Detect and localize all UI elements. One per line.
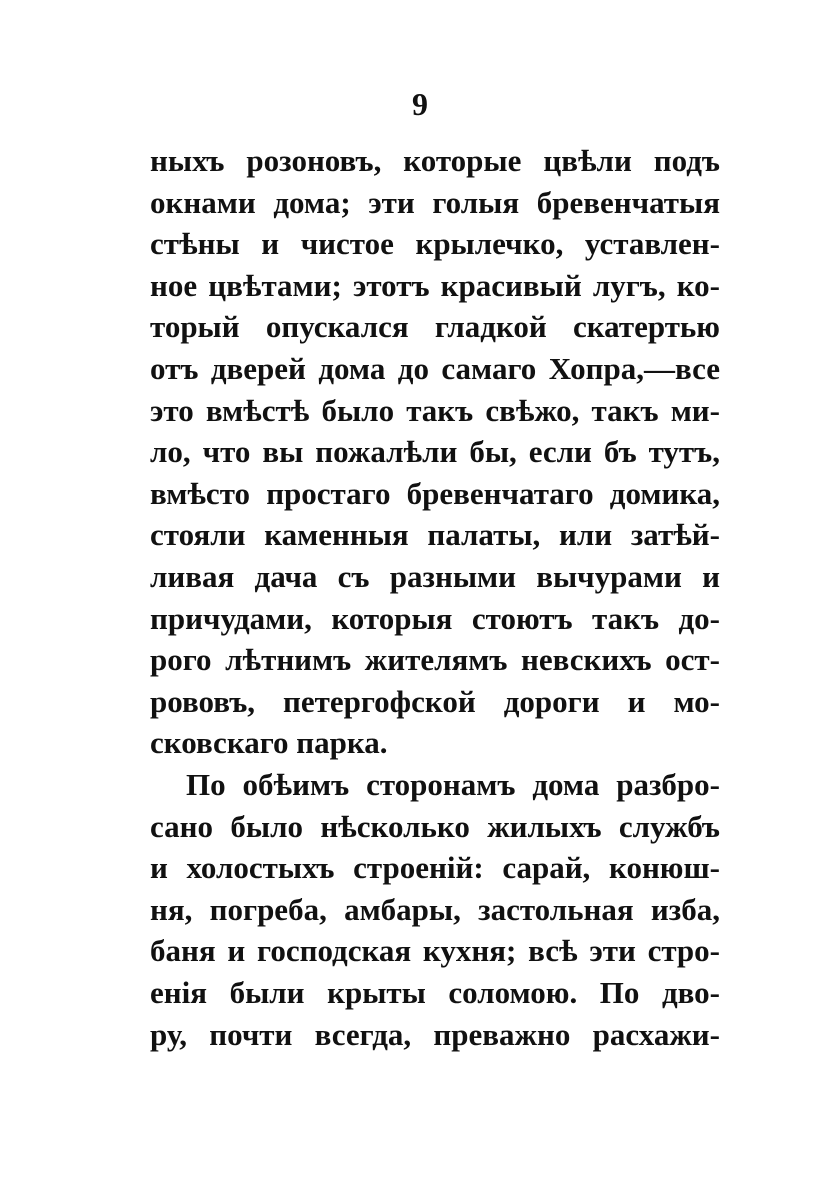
text-line: рого лѣтнимъ жителямъ невскихъ ост- [150, 642, 720, 678]
text-line: вмѣсто простаго бревенчатаго домика, [150, 475, 720, 511]
text-line: ное цвѣтами; этотъ красивый лугъ, ко- [150, 267, 720, 303]
text-line: это вмѣстѣ было такъ свѣжо, такъ ми- [150, 392, 720, 428]
text-line: ло, что вы пожалѣли бы, если бъ тутъ, [150, 434, 720, 470]
text-line: ныхъ розоновъ, которые цвѣли подъ [150, 143, 720, 178]
text-line: енія были крыты соломою. По дво- [150, 974, 720, 1010]
text-line: причудами, которыя стоютъ такъ до- [150, 600, 720, 636]
text-line: стояли каменныя палаты, или затѣй- [150, 517, 720, 553]
paragraph-2 [150, 764, 720, 1055]
text-line: отъ дверей дома до самаго Хопра,—все [150, 350, 720, 386]
text-line: рововъ, петергофской дороги и мо- [150, 683, 720, 719]
text-line: сковскаго парка. [150, 725, 388, 761]
text-line: торый опускался гладкой скатертью [150, 309, 720, 345]
text-line: По обѣимъ сторонамъ дома разбро- [186, 767, 720, 802]
text-line: и холостыхъ строеній: сарай, конюш- [150, 850, 720, 886]
page-number: 9 [412, 86, 428, 122]
text-line: стѣны и чистое крылечко, уставлен- [150, 226, 720, 262]
text-line: сано было нѣсколько жилыхъ службъ [150, 808, 720, 844]
text-line: ливая дача съ разными вычурами и [150, 558, 720, 594]
text-line: баня и господская кухня; всѣ эти стро- [150, 933, 720, 969]
text-line: ня, погреба, амбары, застольная изба, [150, 891, 720, 927]
text-line: ру, почти всегда, преважно расхажи- [150, 1016, 720, 1052]
text-line: окнами дома; эти голыя бревенчатыя [150, 184, 720, 220]
paragraph-1 [150, 140, 720, 764]
